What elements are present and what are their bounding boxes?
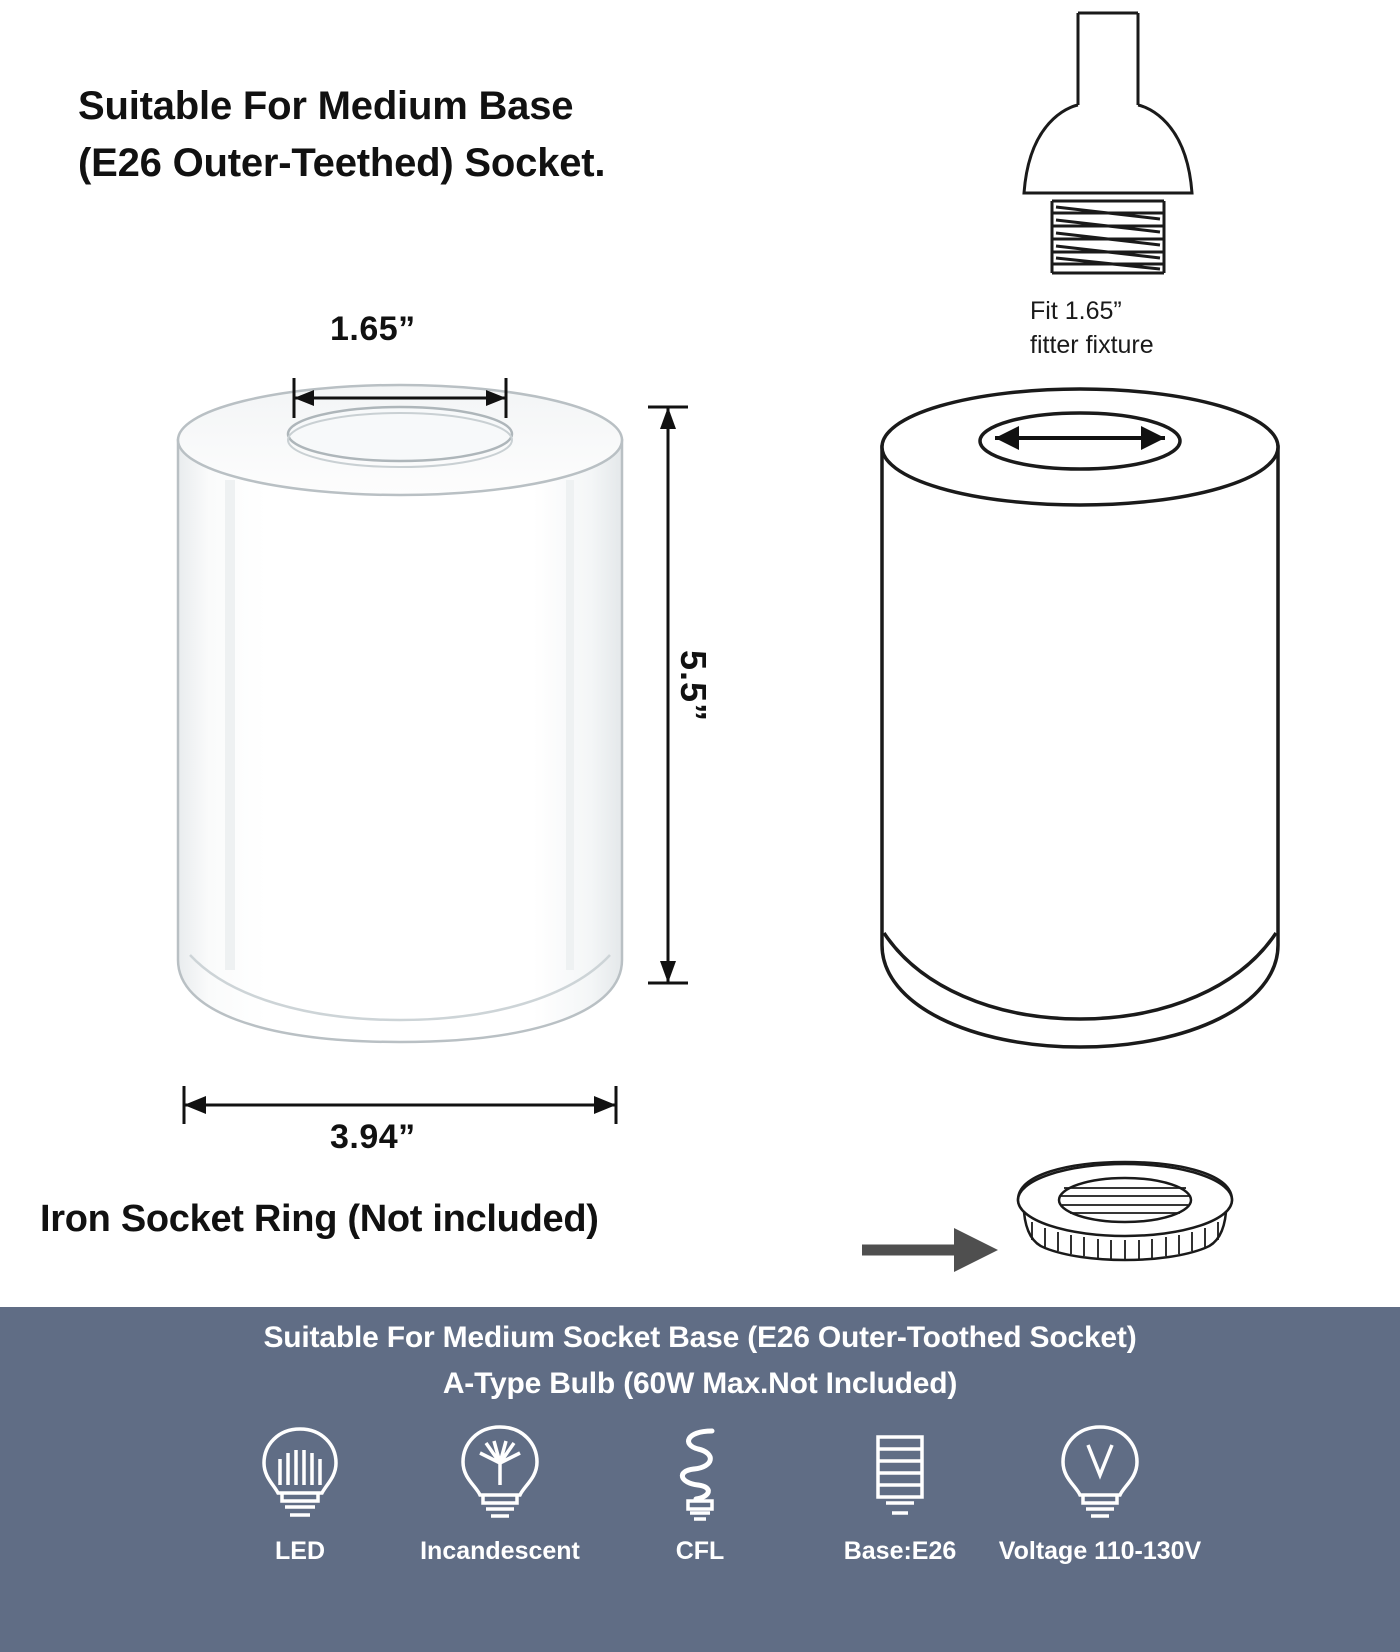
- bulb-icon-cell-incandescent: [400, 1419, 600, 1566]
- bulb-icon-cell-cfl: [600, 1419, 800, 1566]
- ring-pointer-arrow: [862, 1228, 1002, 1274]
- bottom-diameter-label: 3.94”: [330, 1118, 416, 1156]
- top-diameter-dimension-arrow: [280, 372, 520, 424]
- ring-note-label: Iron Socket Ring (Not included): [40, 1198, 599, 1240]
- voltage-bulb-icon: [1052, 1419, 1148, 1523]
- top-diameter-label: 1.65”: [330, 310, 416, 348]
- page-title: [78, 78, 898, 192]
- opening-width-arrow: [975, 418, 1185, 458]
- bulb-type-icons: [0, 1419, 1400, 1566]
- headline-line-2: (E26 Outer-Teethed) Socket.: [78, 140, 606, 185]
- e26-base-icon: [852, 1419, 948, 1523]
- incandescent-bulb-icon: [452, 1419, 548, 1523]
- bulb-label-voltage: Voltage 110-130V: [998, 1537, 1202, 1565]
- bulb-label-base: Base:E26: [843, 1537, 957, 1565]
- iron-socket-ring-drawing: [1010, 1160, 1240, 1265]
- glass-shade-illustration: [160, 370, 640, 1070]
- bulb-icon-cell-voltage: [1000, 1419, 1200, 1566]
- band-line-2: A-Type Bulb (60W Max.Not Included): [442, 1367, 958, 1400]
- fitter-caption-line-1: Fit 1.65”: [1030, 297, 1122, 325]
- headline-line-1: Suitable For Medium Base: [78, 84, 574, 128]
- cfl-bulb-icon: [652, 1419, 748, 1523]
- height-label: 5.5”: [673, 650, 714, 723]
- compatibility-band: [0, 1307, 1400, 1652]
- bulb-label-cfl: CFL: [675, 1537, 725, 1565]
- socket-fitter-drawing: [1000, 5, 1240, 290]
- bulb-icon-cell-base: [800, 1419, 1000, 1566]
- band-line-1: Suitable For Medium Socket Base (E26 Outer-Toothed Socket): [263, 1321, 1137, 1354]
- bulb-label-incandescent: Incandescent: [420, 1537, 580, 1565]
- fitter-caption: [1030, 295, 1290, 363]
- cylinder-line-drawing: [870, 385, 1290, 1085]
- bulb-label-led: LED: [275, 1537, 325, 1565]
- led-bulb-icon: [252, 1419, 348, 1523]
- fitter-caption-line-2: fitter fixture: [1030, 330, 1154, 359]
- bulb-icon-cell-led: [200, 1419, 400, 1566]
